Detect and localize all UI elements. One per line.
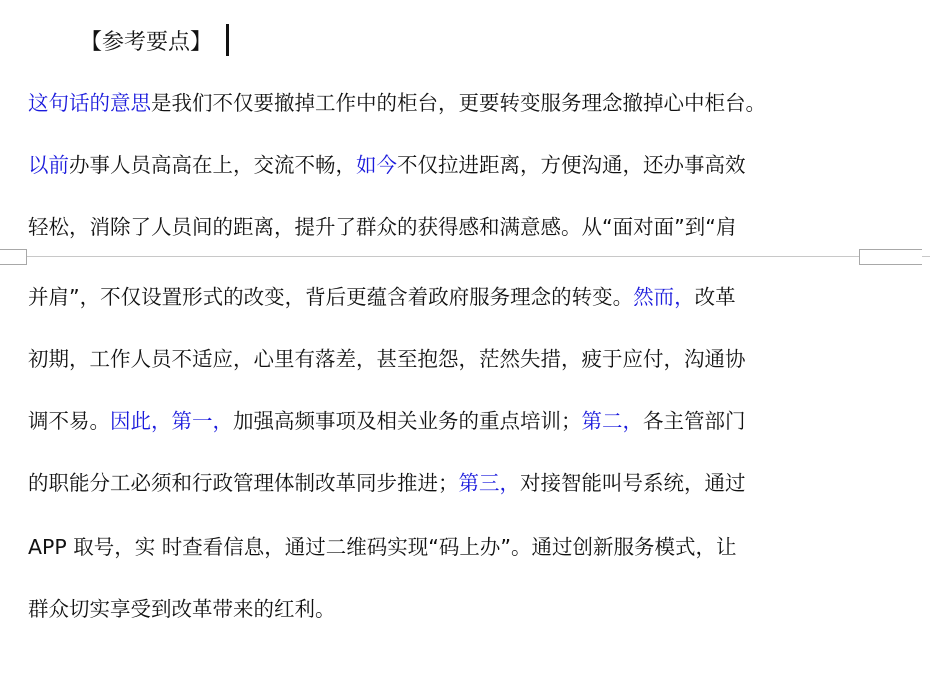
highlighted-keyword: 如今: [356, 153, 397, 177]
paragraph-text: 轻松，消除了人员间的距离，提升了群众的获得感和满意感。从“面对面”到“肩: [28, 215, 737, 239]
paragraph-line: [28, 532, 737, 562]
paragraph-line: [28, 150, 746, 180]
paragraph-text: 的职能分工必须和行政管理体制改革同步推进；: [28, 471, 459, 495]
paragraph-text: 对接智能叫号系统，通过: [520, 471, 746, 495]
paragraph-line: [28, 594, 336, 624]
paragraph-text: 加强高频事项及相关业务的重点培训；: [233, 409, 582, 433]
paragraph-text: 不仅拉进距离，方便沟通，还办事高效: [397, 153, 746, 177]
text-cursor: [226, 24, 229, 56]
page-break-rule: [0, 256, 930, 257]
paragraph-text: 初期，工作人员不适应，心里有落差，甚至抱怨，茫然失措，疲于应付，沟通协: [28, 347, 746, 371]
paragraph-text: 办事人员高高在上，交流不畅，: [69, 153, 356, 177]
highlighted-keyword: 以前: [28, 153, 69, 177]
highlighted-keyword: 第二，: [581, 409, 643, 433]
highlighted-keyword: 因此，第一，: [110, 409, 233, 433]
paragraph-text: 改革: [694, 285, 736, 309]
section-heading: 【参考要点】: [80, 30, 213, 55]
highlighted-keyword: 第三，: [458, 471, 520, 495]
highlighted-keyword: 然而，: [633, 285, 695, 309]
paragraph-line: [28, 468, 746, 498]
page-corner-mark-right: [859, 249, 922, 265]
paragraph-line: [28, 406, 746, 436]
paragraph-line: [28, 282, 736, 312]
paragraph-text: APP 取号，实 时查看信息，通过二维码实现“码上办”。通过创新服务模式，让: [28, 535, 737, 559]
paragraph-text: 调不易。: [28, 409, 110, 433]
page-corner-mark-left: [0, 249, 27, 265]
paragraph-line: [28, 212, 736, 242]
page-break-marker: [0, 246, 930, 266]
paragraph-text: 群众切实享受到改革带来的红利。: [28, 597, 336, 621]
paragraph-line: [28, 88, 766, 118]
paragraph-line: [28, 344, 746, 374]
paragraph-text: 各主管部门: [643, 409, 746, 433]
paragraph-text: 是我们不仅要撤掉工作中的柜台，更要转变服务理念撤掉心中柜台。: [151, 91, 766, 115]
highlighted-keyword: 这句话的意思: [28, 91, 151, 115]
paragraph-text: 并肩”，不仅设置形式的改变，背后更蕴含着政府服务理念的转变。: [28, 285, 634, 309]
